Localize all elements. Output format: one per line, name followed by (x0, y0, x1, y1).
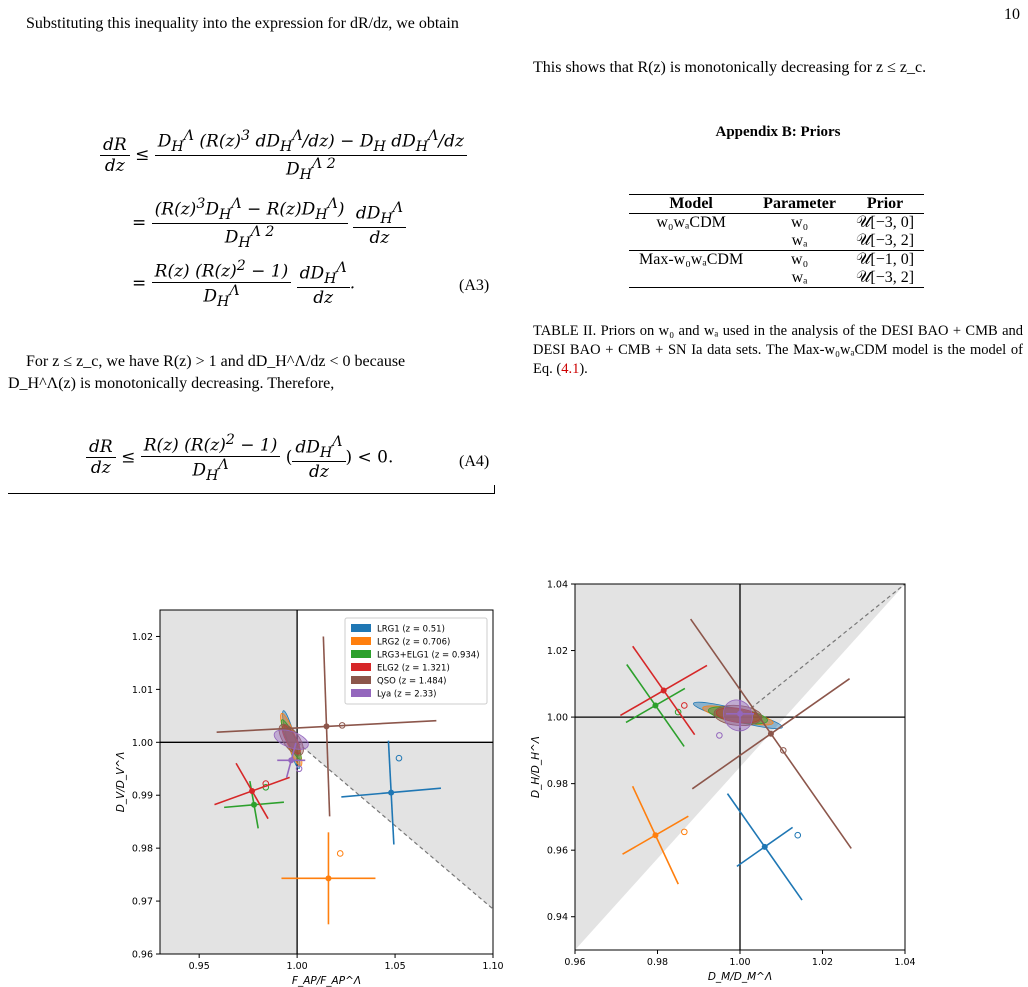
left-chart (100, 592, 520, 987)
table-cell: w₀ (791, 214, 809, 231)
y-tick-label: 1.02 (131, 631, 153, 643)
data-point (288, 757, 294, 763)
legend-swatch (351, 663, 371, 671)
table-cell: 𝒰[−3, 2] (856, 232, 915, 249)
priors-table-wrapper (629, 194, 924, 288)
table-cell: wₐ (753, 269, 846, 288)
middle-text-1: For z ≤ z_c, we have R(z) > 1 and dD_H^Λ/dz < 0 because (26, 353, 406, 370)
data-point (249, 788, 255, 794)
conclusion-paragraph (533, 58, 1023, 78)
data-point (762, 844, 768, 850)
equation-a4-number: (A4) (459, 453, 490, 470)
table-cell: w₀ (753, 251, 846, 270)
intro-text: Substituting this inequality into the expression for dR/dz, we obtain (26, 15, 459, 32)
y-tick-label: 1.04 (546, 579, 568, 591)
table-cell (629, 232, 753, 251)
table-cell: 𝒰[−1, 0] (846, 251, 924, 270)
equation-a3-number: (A3) (459, 277, 490, 294)
legend-swatch (351, 689, 371, 697)
middle-paragraph-2 (8, 374, 495, 394)
table-header-prior: Prior (846, 195, 924, 214)
table-row (629, 269, 924, 288)
page-number: 10 (1004, 6, 1020, 23)
legend-label: ELG2 (z = 1.321) (377, 663, 450, 674)
table-cell: 𝒰[−3, 2] (846, 269, 924, 288)
y-tick-label: 1.01 (131, 684, 153, 696)
data-point (661, 687, 667, 693)
x-tick-label: 1.10 (482, 961, 504, 972)
x-tick-label: 1.00 (729, 957, 751, 968)
x-tick-label: 0.98 (646, 957, 669, 968)
y-tick-label: 1.00 (546, 712, 568, 724)
data-point (768, 731, 774, 737)
x-tick-label: 1.00 (286, 961, 308, 972)
x-axis-label: D_M/D_M^Λ (707, 971, 773, 983)
equation-a3-line2: = $\frac{(R(z)^3D_H^\Lambda - R(z)D_H^\Lambda)}{D_H^{\Lambda 2}}$ $\frac{dD_H^\Lambda}{dz}$ (132, 196, 406, 251)
open-data-point (337, 851, 343, 857)
equation-reference-link[interactable]: 4.1 (561, 361, 580, 377)
x-tick-label: 1.05 (384, 961, 406, 972)
data-point (325, 875, 331, 881)
y-tick-label: 1.00 (131, 737, 153, 749)
equation-a3-line3: = $\frac{R(z) (R(z)^2 - 1)}{D_H^\Lambda}$ $\frac{dD_H^\Lambda}{dz}$ . (132, 258, 356, 310)
y-tick-label: 0.99 (131, 790, 153, 802)
middle-text-2: D_H^Λ(z) is monotonically decreasing. Therefore, (8, 375, 335, 392)
table-cell (629, 269, 753, 288)
legend-label: Lya (z = 2.33) (377, 689, 437, 700)
y-tick-label: 0.97 (131, 896, 153, 908)
x-tick-label: 1.02 (811, 957, 834, 968)
y-tick-label: 1.02 (546, 646, 568, 658)
intro-paragraph (8, 14, 495, 34)
x-tick-label: 0.95 (188, 961, 210, 972)
y-axis-label: D_V/D_V^Λ (115, 751, 127, 813)
table-header-parameter: Parameter (753, 195, 846, 214)
y-tick-label: 0.96 (131, 949, 153, 961)
open-data-point (795, 832, 801, 838)
end-rule (8, 493, 495, 494)
legend-label: LRG2 (z = 0.706) (377, 637, 451, 648)
data-point (652, 832, 658, 838)
x-tick-label: 1.04 (894, 957, 916, 968)
x-axis-label: F_AP/F_AP^Λ (291, 975, 362, 987)
equation-a4: $\frac{dR}{dz}$ ≤ $\frac{R(z) (R(z)^2 - 1)}{D_H^\Lambda}$ ( $\frac{dD_H^\Lambda}{dz}$ ) < 0. (86, 432, 393, 484)
table-caption-text: TABLE II. Priors on w₀ and wₐ used in the analysis of the DESI BAO + CMB and DESI BAO + CMB + SN Ia data sets. The Max-w₀wₐCDM model is the model of Eq. (4.1). (533, 323, 1023, 377)
table-cell: Max-w₀wₐCDM (629, 251, 753, 270)
legend-swatch (351, 637, 371, 645)
y-tick-label: 0.96 (546, 845, 568, 857)
table-row (629, 251, 924, 270)
legend-label: QSO (z = 1.484) (377, 676, 447, 687)
data-point (324, 723, 330, 729)
appendix-title: Appendix B: Priors (715, 124, 841, 140)
right-chart (525, 578, 925, 987)
x-tick-label: 0.96 (564, 957, 586, 968)
priors-table (629, 194, 924, 288)
middle-paragraph (8, 352, 495, 372)
legend-label: LRG3+ELG1 (z = 0.934) (377, 650, 480, 661)
equation-a3-line1: $\frac{dR}{dz}$ ≤ $\frac{D_H^\Lambda (R(z)^3 dD_H^\Lambda/dz) - D_H dD_H^\Lambda/dz}{D_H^{\Lambda 2}}$ (100, 128, 467, 183)
conclusion-text: This shows that R(z) is monotonically decreasing for z ≤ z_c. (533, 59, 927, 76)
table-header-model: Model (629, 195, 753, 214)
y-axis-label: D_H/D_H^Λ (530, 736, 542, 798)
data-point (388, 790, 394, 796)
legend-swatch (351, 650, 371, 658)
table-caption (533, 322, 1023, 379)
table-row (629, 232, 924, 251)
data-point (251, 802, 257, 808)
table-row (629, 214, 924, 233)
table-cell: wₐ (791, 232, 808, 249)
legend-label: LRG1 (z = 0.51) (377, 624, 445, 635)
y-tick-label: 0.98 (546, 779, 568, 791)
table-cell: w₀wₐCDM (656, 214, 726, 231)
y-tick-label: 0.94 (546, 912, 568, 924)
table-cell: 𝒰[−3, 0] (856, 214, 915, 231)
open-data-point (682, 829, 688, 835)
legend-swatch (351, 624, 371, 632)
data-point (652, 702, 658, 708)
legend-swatch (351, 676, 371, 684)
y-tick-label: 0.98 (131, 843, 153, 855)
end-rule-tick (494, 485, 495, 494)
data-point (737, 711, 743, 717)
